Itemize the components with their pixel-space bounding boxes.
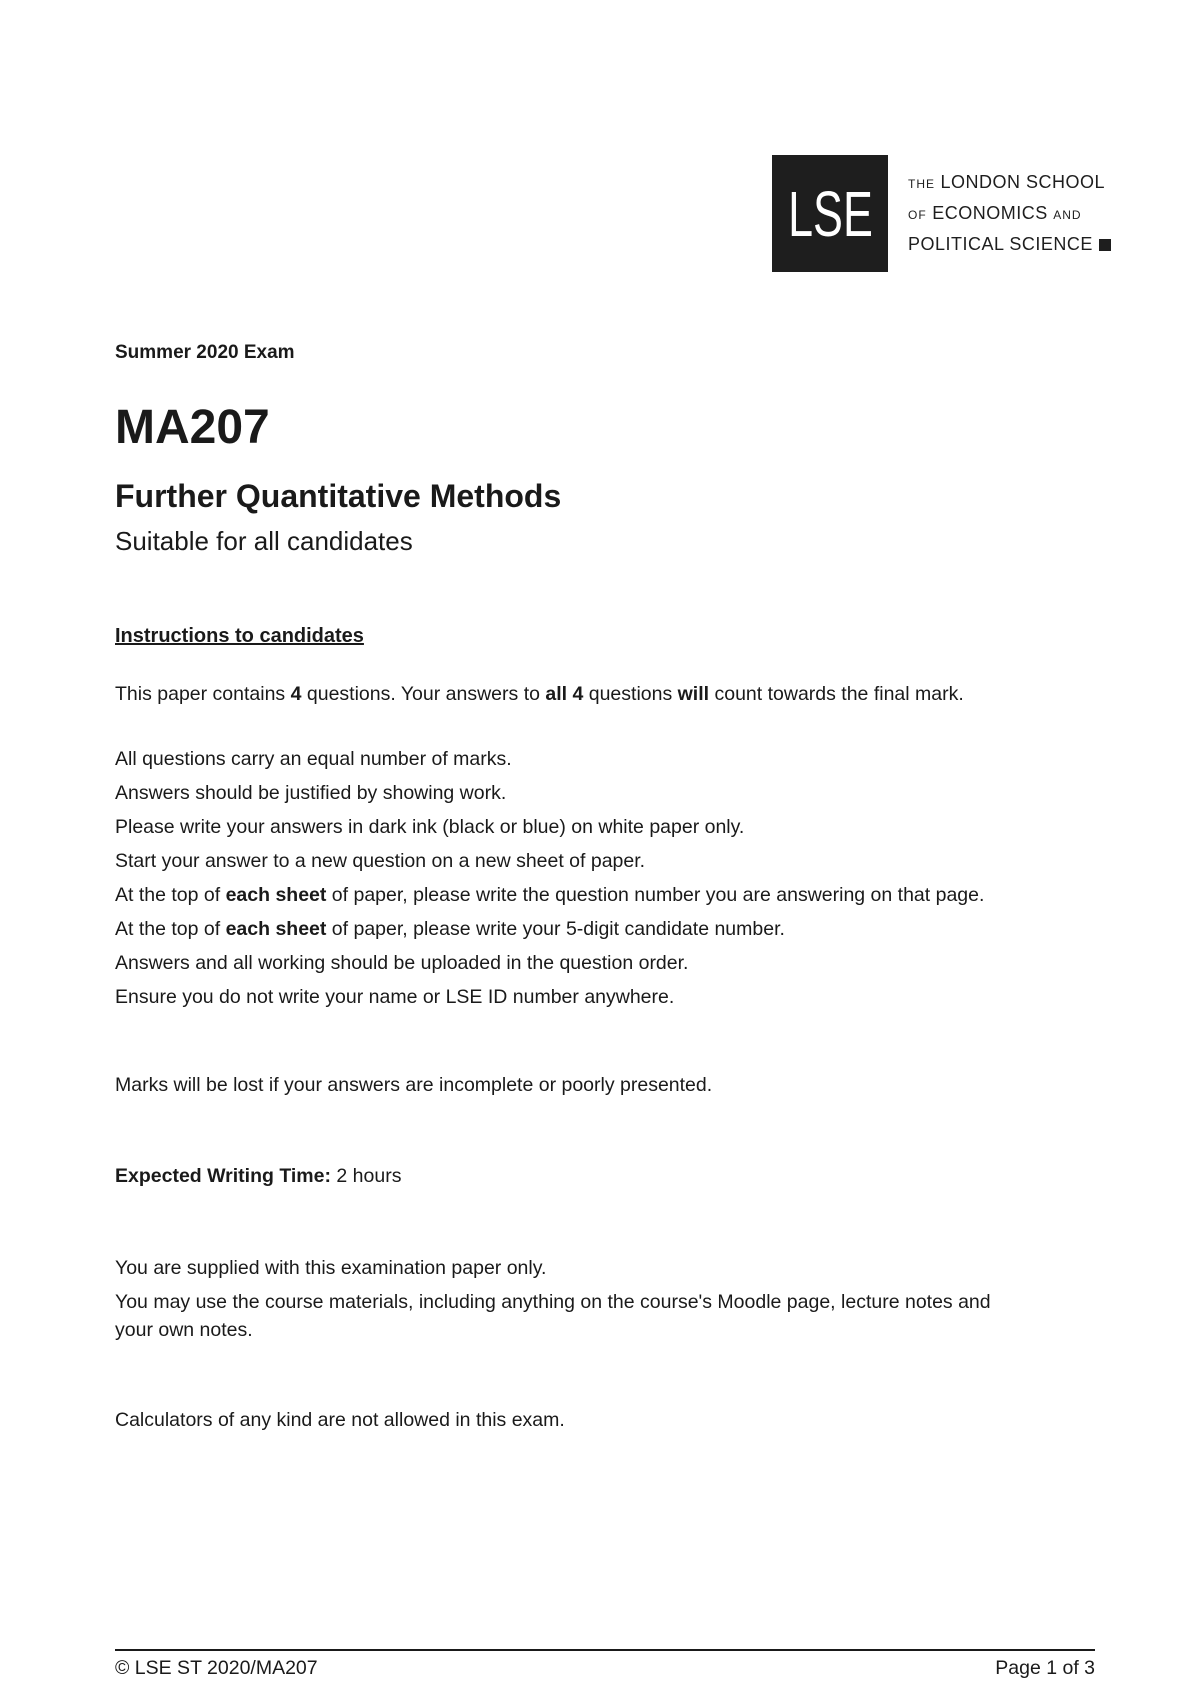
writing-time: Expected Writing Time: 2 hours: [115, 1165, 402, 1187]
instruction-line: Start your answer to a new question on a new sheet of paper.: [115, 850, 646, 872]
course-title: Further Quantitative Methods: [115, 478, 562, 514]
instructions-paragraph-1: This paper contains 4 questions. Your answers to all 4 questions will count towards the final mark.: [115, 683, 964, 705]
instruction-line: At the top of each sheet of paper, please write your 5-digit candidate number.: [115, 918, 785, 940]
lse-logo-mark: [772, 155, 888, 272]
calculators-note: Calculators of any kind are not allowed in this exam.: [115, 1409, 565, 1431]
lse-logo-mark-text: LSE: [787, 177, 873, 250]
instructions-heading: Instructions to candidates: [115, 625, 364, 647]
logo-line-2: OF ECONOMICS AND: [908, 203, 1082, 223]
lse-logo-wordmark: [908, 168, 1111, 259]
logo-line-1: THE LONDON SCHOOL: [908, 172, 1106, 192]
logo-square-icon: [1099, 239, 1111, 251]
supplied-line: You are supplied with this examination paper only.: [115, 1257, 547, 1279]
exam-session: Summer 2020 Exam: [115, 342, 295, 363]
instruction-line: At the top of each sheet of paper, please write the question number you are answering on that page.: [115, 884, 985, 906]
materials-note: [115, 1251, 991, 1347]
instruction-line: Answers should be justified by showing work.: [115, 782, 507, 804]
footer-page-number: Page 1 of 3: [995, 1657, 1095, 1679]
footer-copyright: © LSE ST 2020/MA207: [115, 1657, 318, 1679]
instruction-line: Ensure you do not write your name or LSE ID number anywhere.: [115, 986, 675, 1008]
instruction-line: Answers and all working should be uploaded in the question order.: [115, 952, 689, 974]
course-subtitle: Suitable for all candidates: [115, 526, 413, 556]
instructions-rules: [115, 742, 984, 1014]
course-code: MA207: [115, 401, 270, 454]
lse-logo: [772, 155, 1111, 272]
marks-lost-note: Marks will be lost if your answers are incomplete or poorly presented.: [115, 1074, 713, 1096]
logo-line-3: POLITICAL SCIENCE: [908, 230, 1111, 259]
materials-line-1: You may use the course materials, including anything on the course's Moodle page, lecture notes and: [115, 1291, 991, 1313]
instruction-line: Please write your answers in dark ink (black or blue) on white paper only.: [115, 816, 745, 838]
instruction-line: All questions carry an equal number of marks.: [115, 748, 512, 770]
footer-divider: [115, 1649, 1095, 1651]
materials-line-2: your own notes.: [115, 1319, 253, 1341]
